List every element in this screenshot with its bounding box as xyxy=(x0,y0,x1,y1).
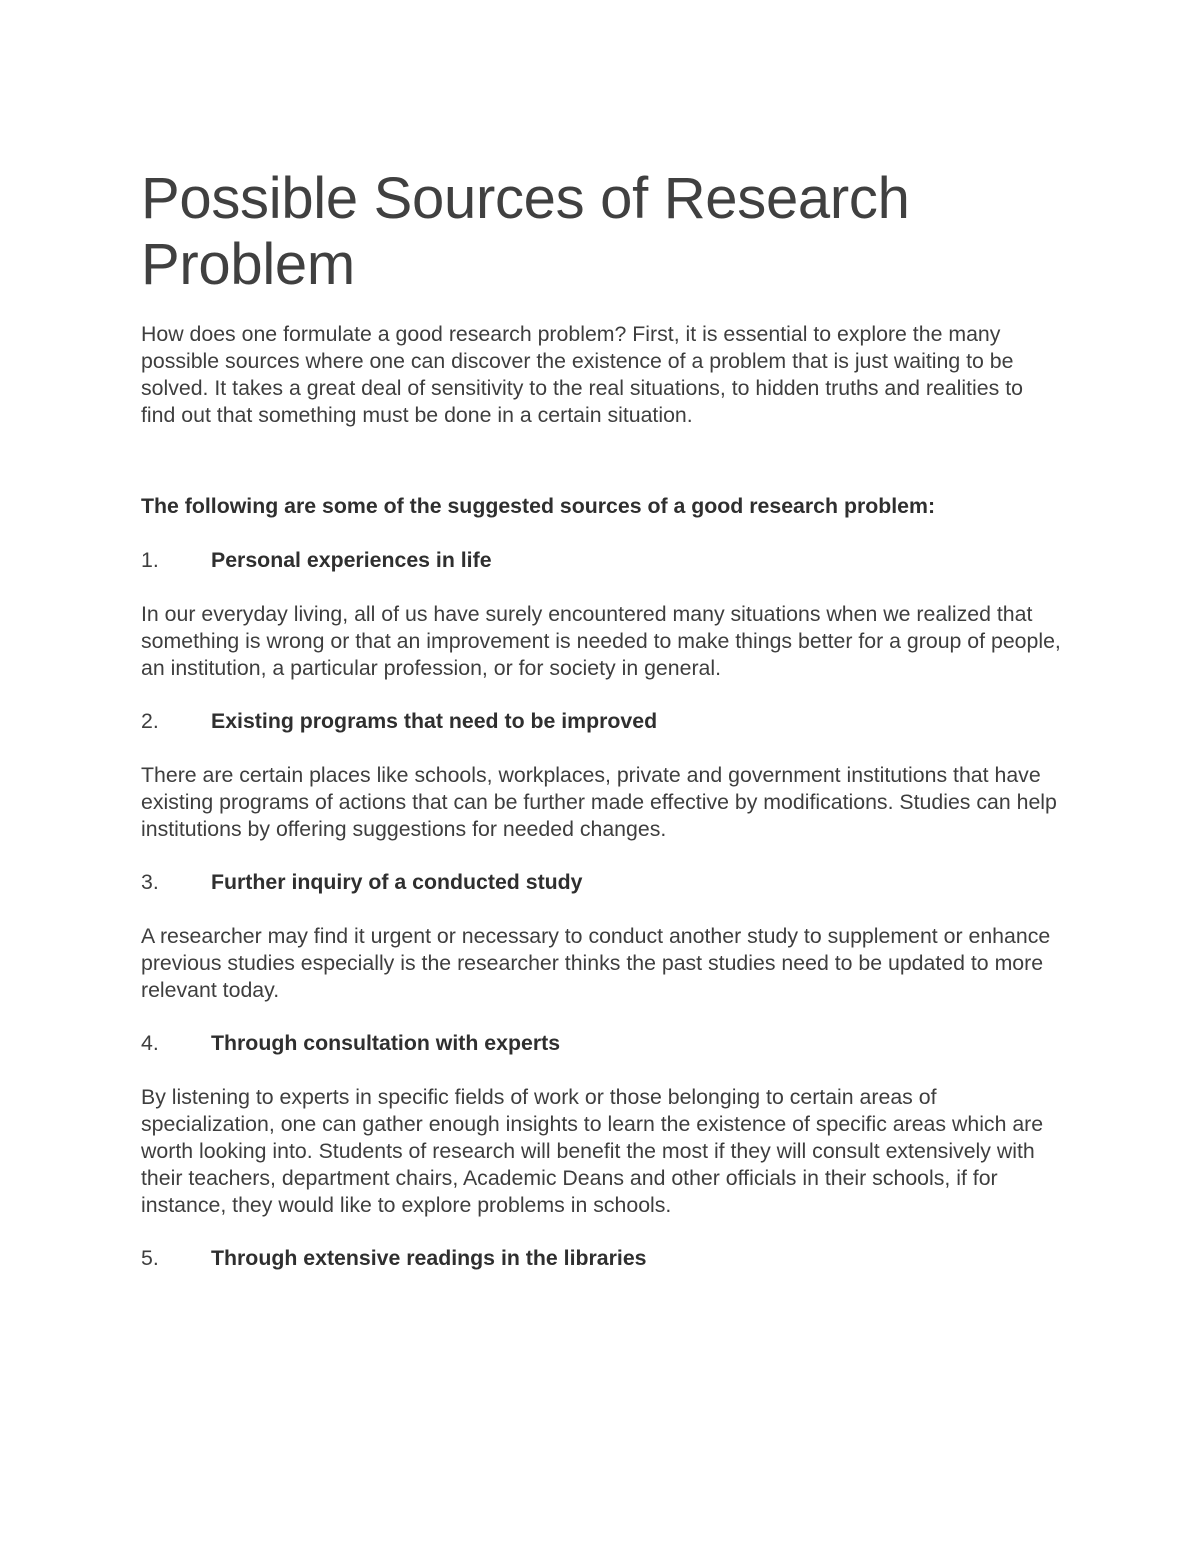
item-heading-row xyxy=(141,869,1061,896)
item-number: 2. xyxy=(141,709,159,733)
item-number: 3. xyxy=(141,870,159,894)
sources-lead-heading: The following are some of the suggested sources of a good research problem: xyxy=(141,494,936,518)
item-heading-row xyxy=(141,708,1061,735)
item-number: 5. xyxy=(141,1246,159,1270)
item-heading-row xyxy=(141,547,1061,574)
item-heading: Existing programs that need to be improved xyxy=(211,709,658,733)
item-body: By listening to experts in specific fields of work or those belonging to certain areas of specialization, one can gather enough insights to learn the existence of specific areas which are worth looking into. Students of research will benefit the most if they will consult extensively with their teachers, department chairs, Academic Deans and other officials in their schools, if for instance, they would like to explore problems in schools. xyxy=(141,1085,1044,1217)
item-heading: Personal experiences in life xyxy=(211,548,492,572)
page-title: Possible Sources of Research Problem xyxy=(141,166,910,297)
item-number: 4. xyxy=(141,1031,159,1055)
sources-list xyxy=(141,547,1061,1272)
item-body: There are certain places like schools, workplaces, private and government institutions that have existing programs of actions that can be further made effective by modifications. Studies can help institutions by offering suggestions for needed changes. xyxy=(141,763,1057,841)
list-item xyxy=(141,1030,1061,1219)
list-item xyxy=(141,1245,1061,1272)
item-body: A researcher may find it urgent or necessary to conduct another study to supplement or enhance previous studies especially is the researcher thinks the past studies need to be updated to more relevant today. xyxy=(141,924,1051,1002)
item-heading: Through extensive readings in the libraries xyxy=(211,1246,647,1270)
intro-paragraph: How does one formulate a good research problem? First, it is essential to explore the many possible sources where one can discover the existence of a problem that is just waiting to be solved. It takes a great deal of sensitivity to the real situations, to hidden truths and realities to find out that something must be done in a certain situation. xyxy=(141,322,1023,427)
item-heading-row xyxy=(141,1245,1061,1272)
item-body: In our everyday living, all of us have surely encountered many situations when we realized that something is wrong or that an improvement is needed to make things better for a group of people, an institution, a particular profession, or for society in general. xyxy=(141,602,1061,680)
list-item xyxy=(141,708,1061,843)
list-item xyxy=(141,547,1061,682)
item-heading: Through consultation with experts xyxy=(211,1031,561,1055)
list-item xyxy=(141,869,1061,1004)
item-heading-row xyxy=(141,1030,1061,1057)
item-heading: Further inquiry of a conducted study xyxy=(211,870,583,894)
item-number: 1. xyxy=(141,548,159,572)
document-page xyxy=(141,166,1061,1272)
